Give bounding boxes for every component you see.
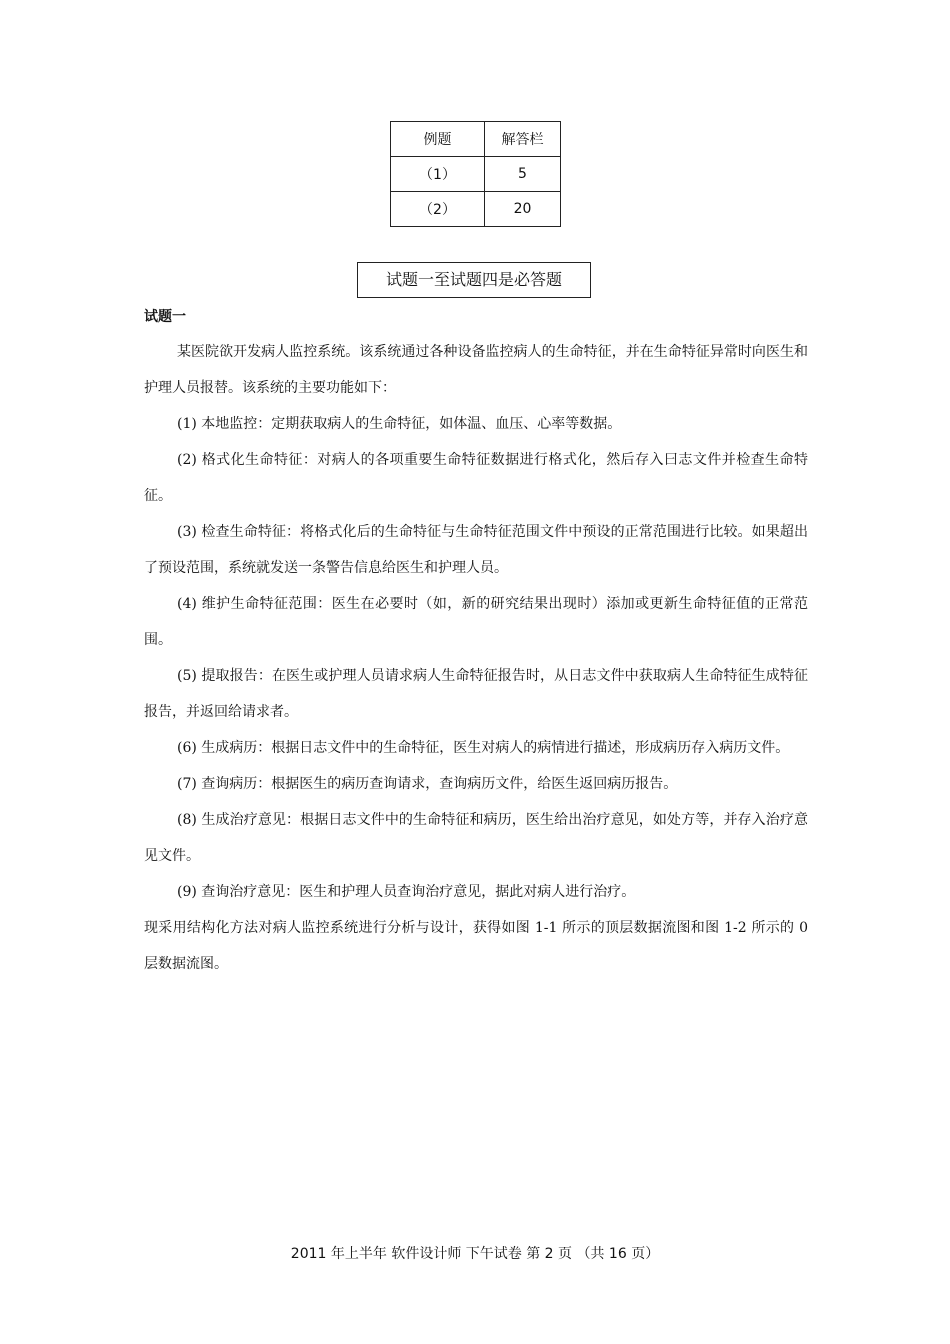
question-title: 试题一 [144,309,186,325]
table-cell: 5 [485,157,561,192]
function-item: (3) 检查生命特征：将格式化后的生命特征与生命特征范围文件中预设的正常范围进行比较。如果超出了预设范围，系统就发送一条警告信息给医生和护理人员。 [144,524,808,576]
conclusion-paragraph: 现采用结构化方法对病人监控系统进行分析与设计，获得如图 1-1 所示的顶层数据流图和图 1-2 所示的 0 层数据流图。 [144,920,808,972]
function-item: (6) 生成病历：根据日志文件中的生命特征，医生对病人的病情进行描述，形成病历存入病历文件。 [177,740,790,756]
function-item: (2) 格式化生命特征：对病人的各项重要生命特征数据进行格式化，然后存入曰志文件并检查生命特征。 [144,452,808,504]
page-footer: 2011 年上半年 软件设计师 下午试卷 第 2 页 （共 16 页） [290,1246,660,1262]
table-header-cell: 例题 [391,122,485,157]
example-answer-table [390,121,561,227]
table-cell: （2） [391,192,485,227]
table-cell: 20 [485,192,561,227]
function-item: (4) 维护生命特征范围：医生在必要时（如，新的研究结果出现时）添加或更新生命特征值的正常范围。 [144,596,808,648]
table-row [391,192,561,227]
question-body [144,334,808,982]
table-cell: （1） [391,157,485,192]
function-item: (1) 本地监控：定期获取病人的生命特征，如体温、血压、心率等数据。 [177,416,622,432]
function-item: (9) 查询治疗意见：医生和护理人员查询治疗意见，据此对病人进行治疗。 [177,884,636,900]
function-item: (8) 生成治疗意见：根据日志文件中的生命特征和病历，医生给出治疗意见，如处方等，并存入治疗意见文件。 [144,812,808,864]
table-header-cell: 解答栏 [485,122,561,157]
intro-paragraph: 某医院欲开发病人监控系统。该系统通过各种设备监控病人的生命特征，并在生命特征异常时向医生和护理人员报替。该系统的主要功能如下： [144,344,808,396]
table-row [391,157,561,192]
function-item: (5) 提取报告：在医生或护理人员请求病人生命特征报告时，从日志文件中获取病人生命特征生成特征报告，并返回给请求者。 [144,668,808,720]
table-header-row [391,122,561,157]
required-questions-notice: 试题一至试题四是必答题 [357,262,591,298]
function-item: (7) 查询病历：根据医生的病历查询请求，查询病历文件，给医生返回病历报告。 [177,776,678,792]
